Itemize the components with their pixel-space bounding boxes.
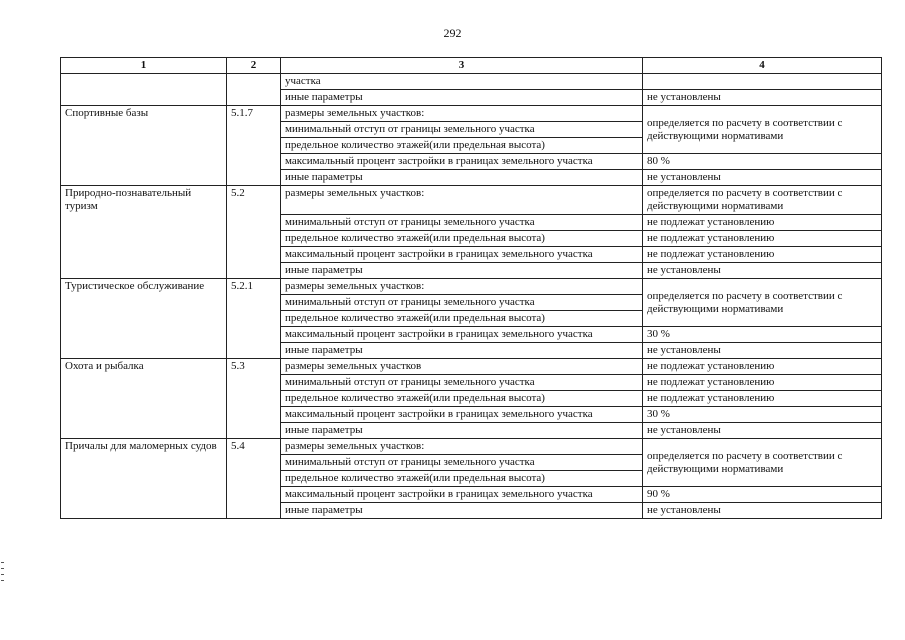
table-row [61, 74, 882, 90]
param-cell: предельное количество этажей(или предельная высота) [281, 138, 643, 154]
param-cell: предельное количество этажей(или предельная высота) [281, 391, 643, 407]
use-name-cell: Туристическое обслуживание [61, 279, 227, 359]
param-cell: иные параметры [281, 423, 643, 439]
value-cell: не установлены [643, 343, 882, 359]
param-cell: минимальный отступ от границы земельного участка [281, 215, 643, 231]
param-cell: иные параметры [281, 90, 643, 106]
scan-margin-mark [1, 574, 4, 575]
scan-margin-mark [1, 562, 4, 563]
value-cell: определяется по расчету в соответствии с действующими нормативами [643, 106, 882, 154]
use-code-cell: 5.1.7 [227, 106, 281, 186]
param-cell: размеры земельных участков: [281, 439, 643, 455]
param-cell: предельное количество этажей(или предельная высота) [281, 231, 643, 247]
value-cell: не подлежат установлению [643, 231, 882, 247]
use-name-cell: Природно-познавательный туризм [61, 186, 227, 279]
table-row [61, 439, 882, 455]
value-cell: 90 % [643, 487, 882, 503]
scan-margin-mark [1, 568, 4, 569]
param-cell: минимальный отступ от границы земельного участка [281, 455, 643, 471]
value-cell: 30 % [643, 327, 882, 343]
table-header-row [61, 58, 882, 74]
page-number: 292 [443, 26, 462, 40]
value-cell: определяется по расчету в соответствии с действующими нормативами [643, 186, 882, 215]
value-cell: не подлежат установлению [643, 215, 882, 231]
zoning-parameters-table [60, 57, 882, 519]
param-cell: размеры земельных участков: [281, 279, 643, 295]
value-cell: не установлены [643, 170, 882, 186]
param-cell: максимальный процент застройки в границах земельного участка [281, 154, 643, 170]
table-row [61, 359, 882, 375]
value-cell: 80 % [643, 154, 882, 170]
header-col-1: 1 [61, 58, 227, 74]
value-cell [643, 74, 882, 90]
param-cell: участка [281, 74, 643, 90]
param-cell: иные параметры [281, 343, 643, 359]
value-cell: 30 % [643, 407, 882, 423]
param-cell: максимальный процент застройки в границах земельного участка [281, 487, 643, 503]
param-cell: иные параметры [281, 170, 643, 186]
table-row [61, 106, 882, 122]
param-cell: минимальный отступ от границы земельного участка [281, 122, 643, 138]
value-cell: не установлены [643, 90, 882, 106]
value-cell: не подлежат установлению [643, 391, 882, 407]
header-col-3: 3 [281, 58, 643, 74]
use-name-cell: Причалы для маломерных судов [61, 439, 227, 519]
param-cell: минимальный отступ от границы земельного участка [281, 295, 643, 311]
param-cell: максимальный процент застройки в границах земельного участка [281, 327, 643, 343]
use-code-cell: 5.4 [227, 439, 281, 519]
value-cell: определяется по расчету в соответствии с действующими нормативами [643, 439, 882, 487]
value-cell: не подлежат установлению [643, 359, 882, 375]
param-cell: максимальный процент застройки в границах земельного участка [281, 247, 643, 263]
param-cell: размеры земельных участков: [281, 106, 643, 122]
param-cell: иные параметры [281, 503, 643, 519]
param-cell: предельное количество этажей(или предельная высота) [281, 471, 643, 487]
value-cell: не подлежат установлению [643, 375, 882, 391]
table-row [61, 186, 882, 215]
value-cell: не подлежат установлению [643, 247, 882, 263]
param-cell: максимальный процент застройки в границах земельного участка [281, 407, 643, 423]
scan-margin-mark [1, 580, 4, 581]
value-cell: не установлены [643, 263, 882, 279]
value-cell: не установлены [643, 423, 882, 439]
use-code-cell: 5.3 [227, 359, 281, 439]
param-cell: предельное количество этажей(или предельная высота) [281, 311, 643, 327]
value-cell: определяется по расчету в соответствии с действующими нормативами [643, 279, 882, 327]
use-name-cell: Охота и рыбалка [61, 359, 227, 439]
use-code-cell: 5.2 [227, 186, 281, 279]
use-code-cell [227, 74, 281, 106]
param-cell: размеры земельных участков [281, 359, 643, 375]
value-cell: не установлены [643, 503, 882, 519]
header-col-2: 2 [227, 58, 281, 74]
param-cell: иные параметры [281, 263, 643, 279]
use-name-cell: Спортивные базы [61, 106, 227, 186]
table-row [61, 279, 882, 295]
header-col-4: 4 [643, 58, 882, 74]
use-name-cell [61, 74, 227, 106]
param-cell: минимальный отступ от границы земельного участка [281, 375, 643, 391]
param-cell: размеры земельных участков: [281, 186, 643, 215]
use-code-cell: 5.2.1 [227, 279, 281, 359]
